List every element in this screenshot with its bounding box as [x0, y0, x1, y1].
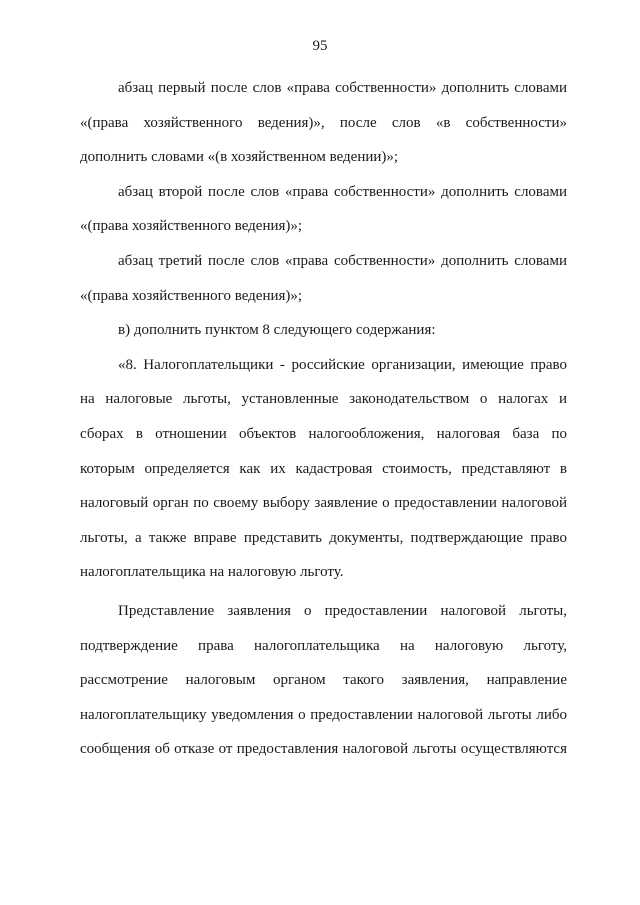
text-line: налогоплательщика на налоговую льготу.: [80, 564, 344, 581]
text-line: которым определяется как их кадастровая стоимость, представляют в: [80, 460, 567, 477]
text-line: абзац третий после слов «права собственности» дополнить словами: [118, 252, 567, 269]
text-line: «8. Налогоплательщики - российские организации, имеющие право: [118, 356, 567, 373]
text-line: абзац второй после слов «права собственности» дополнить словами: [118, 183, 567, 200]
text-line: Представление заявления о предоставлении налоговой льготы,: [118, 602, 567, 619]
text-line: льготы, а также вправе представить документы, подтверждающие право: [80, 529, 567, 546]
text-line: сообщения об отказе от предоставления налоговой льготы осуществляются: [80, 741, 567, 758]
text-line: на налоговые льготы, установленные законодательством о налогах и: [80, 391, 567, 408]
text-line: дополнить словами «(в хозяйственном ведении)»;: [80, 149, 399, 166]
document-body: [80, 71, 567, 767]
text-line: рассмотрение налоговым органом такого заявления, направление: [80, 672, 567, 689]
text-line: в) дополнить пунктом 8 следующего содержания:: [118, 322, 436, 339]
text-line: подтверждение права налогоплательщика на налоговую льготу,: [80, 637, 567, 654]
text-line: «(права хозяйственного ведения)»;: [80, 287, 303, 304]
text-line: сборах в отношении объектов налогообложения, налоговая база по: [80, 425, 567, 442]
text-line: налоговый орган по своему выбору заявление о предоставлении налоговой: [80, 495, 567, 512]
text-line: «(права хозяйственного ведения)»;: [80, 218, 303, 235]
text-line: налогоплательщику уведомления о предоставлении налоговой льготы либо: [80, 706, 567, 723]
page-number: 95: [312, 38, 328, 54]
text-line: «(права хозяйственного ведения)», после слов «в собственности»: [80, 114, 567, 131]
text-line: абзац первый после слов «права собственности» дополнить словами: [118, 80, 567, 96]
